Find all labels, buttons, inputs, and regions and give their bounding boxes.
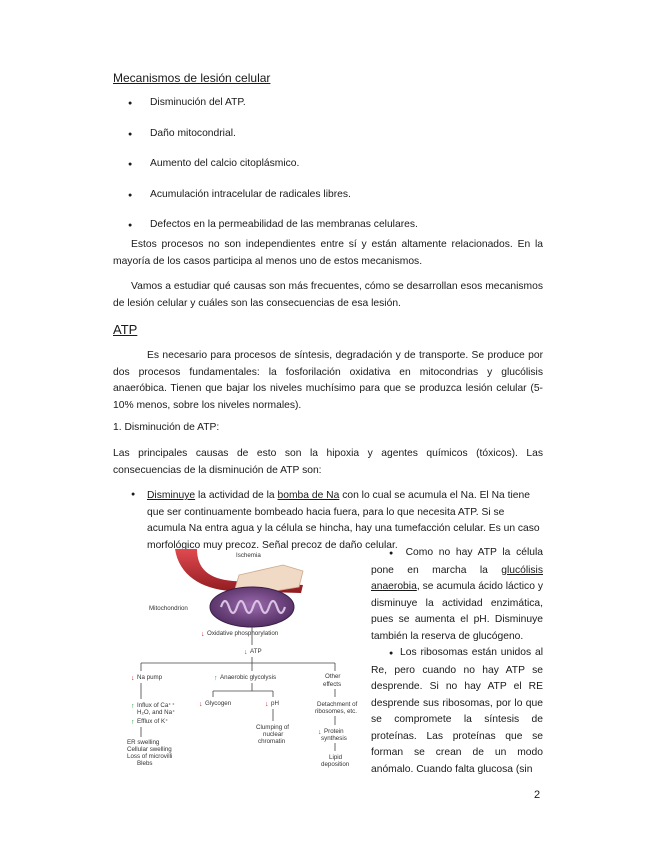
down-arrow-icon: ↓ [131,675,135,682]
protein-synthesis-label: synthesis [321,735,347,742]
up-arrow-icon: ↑ [131,719,135,726]
text-run: Los ribosomas están unidos al Re, pero cuando no hay ATP se desprende. Si no hay ATP el RE desprende sus ribosomas, por lo que se compromete la síntesis de proteínas. Las proteínas que se forman se crean de un modo anómalo. Cuando falta glucosa (sin [371,647,543,775]
other-effects-label: Other [325,673,341,680]
lipid-deposition-label: Lipid [329,754,343,761]
na-pump-label: Na pump [137,674,163,681]
underlined-term: bomba de Na [277,490,340,501]
list-item: ● Daño mitocondrial. [128,128,418,159]
up-arrow-icon: ↑ [214,675,218,682]
text-run: , se acumula ácido láctico y disminuye la actividad enzimática, pues se aumenta el pH. Disminuye también la reserva de glucógeno. [371,581,543,642]
er-swelling-label: Blebs [137,760,153,767]
influx-label: H₂O, and Na⁺ [137,709,176,716]
clumping-label: chromatin [258,738,286,745]
mitochondrion-label: Mitochondrion [149,605,188,612]
page-number: 2 [534,789,541,801]
down-arrow-icon: ↓ [244,649,248,656]
influx-label: Influx of Ca⁺⁺ [137,702,175,709]
down-arrow-icon: ↓ [318,729,322,736]
paragraph-mechanisms: Estos procesos no son independientes entre sí y están altamente relacionados. En la mayoría de los casos participa al menos uno de estos mecanismos. [113,239,543,267]
clumping-label: nuclear [263,731,284,738]
down-arrow-icon: ↓ [265,701,269,708]
list-item: ● Disminución del ATP. [128,97,418,128]
paragraph-atp: Es necesario para procesos de síntesis, degradación y de transporte. Se produce por dos procesos fundamentales: la fosforilación oxidativa en mitocondrias y glucólisis anaeróbica. Tienen que bajar los niveles muchísimo para que se produzca lesión celular (5-10% menos, sobre los niveles normales). [113,350,543,411]
bullet-dot: ● [389,550,406,557]
down-arrow-icon: ↓ [199,701,203,708]
section-title: Mecanismos de lesión celular [113,71,271,85]
protein-synthesis-label: Protein [324,728,344,735]
efflux-label: Efflux of K⁺ [137,718,169,725]
mechanisms-list [128,97,418,250]
er-swelling-label: Loss of microvilli [127,753,173,760]
anaerobic-label: Anaerobic glycolysis [220,674,277,681]
detachment-label: ribosomes, etc. [315,708,357,715]
lipid-deposition-label: deposition [321,761,350,768]
paragraph-study: Vamos a estudiar qué causas son más frecuentes, cómo se desarrollan esos mecanismos de lesión celular y cuáles son las consecuencias de esa lesión. [113,281,543,309]
bullet-ribosomas [371,645,543,778]
list-item: ● Acumulación intracelular de radicales libres. [128,189,418,220]
list-item: ● Aumento del calcio citoplásmico. [128,158,418,189]
underlined-term: glucólisis anaerobia [371,564,543,592]
text-run: la actividad de la [195,490,278,501]
oxphos-label: Oxidative phosphorylation [207,630,279,637]
list-item: ● Defectos en la permeabilidad de las membranas celulares. [128,219,418,250]
bullet-dot: ● [389,650,401,657]
atp-label: ATP [250,648,262,655]
subheading-atp-decrease: 1. Disminución de ATP: [113,422,220,433]
bullet-dot: ● [131,491,136,498]
atp-depletion-figure [113,549,373,775]
ph-label: pH [271,700,279,707]
atp-heading: ATP [113,322,138,337]
er-swelling-label: ER swelling [127,739,160,746]
text-run: con lo cual se acumula el Na. El Na tiene que ser continuamente bombeado hacia fuera, para lo que necesita ATP. Si se acumula Na entra agua y la célula se hincha, hay una tumefacción celular. Es un caso morfológico muy precoz. Señal precoz de daño celular. [147,490,540,551]
ischemia-label: Ischemia [236,552,261,559]
text-run: Como no hay ATP la célula pone en marcha la [371,547,543,576]
bullet-glucolisis [371,545,543,645]
glycogen-label: Glycogen [205,700,232,707]
clumping-label: Clumping of [256,724,290,731]
down-arrow-icon: ↓ [201,631,205,638]
paragraph-causes: Las principales causas de esto son la hipoxia y agentes químicos (tóxicos). Las consecuencias de la disminución de ATP son: [113,448,543,476]
detachment-label: Detachment of [317,701,358,708]
underlined-term: Disminuye [147,490,196,501]
up-arrow-icon: ↑ [131,703,135,710]
other-effects-label: effects [323,681,342,688]
er-swelling-label: Cellular swelling [127,746,172,753]
